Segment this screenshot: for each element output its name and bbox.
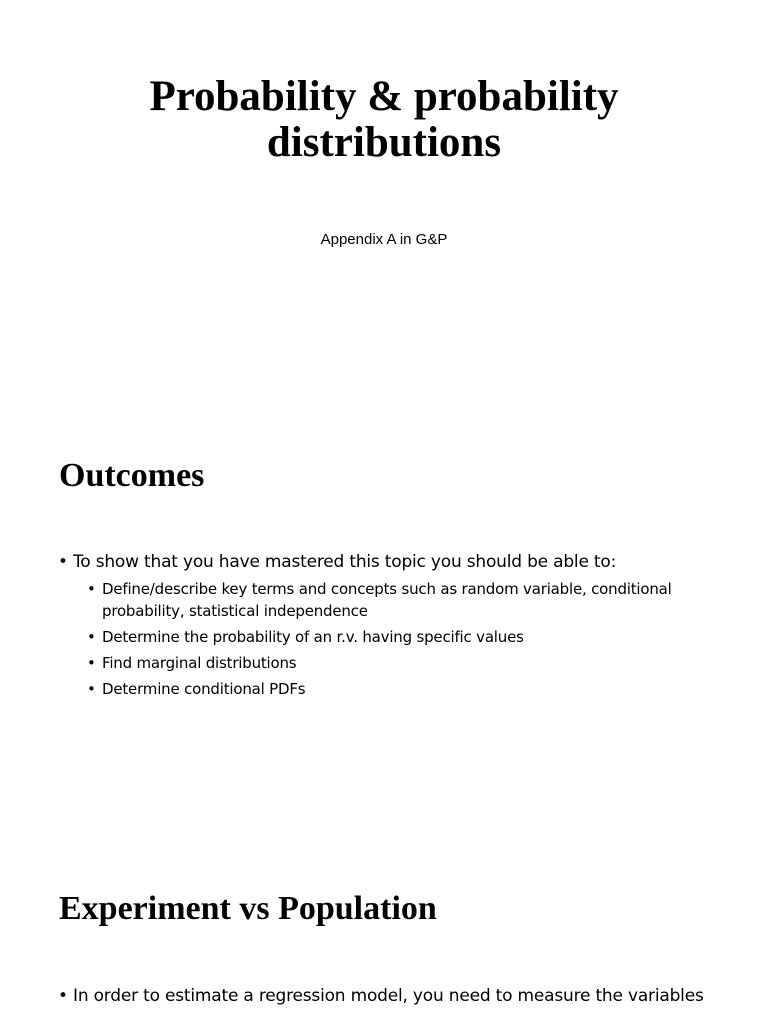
sub-bullet-item: • Determine the probability of an r.v. having specific values [87, 626, 708, 648]
sub-bullet-item: • Find marginal distributions [87, 652, 708, 674]
slide-3-bullet-list [58, 984, 708, 1008]
slide-3-title: Experiment vs Population [59, 890, 437, 927]
bullet-text: In order to estimate a regression model, you need to measure the variables [73, 986, 704, 1006]
slide-1-title: Probability & probability distributions [149, 73, 619, 166]
slide-2-bullet-list [58, 550, 708, 704]
bullet-item [58, 550, 708, 700]
slide-outcomes [0, 432, 768, 864]
sub-bullet-list [73, 578, 708, 700]
slide-2-title: Outcomes [59, 457, 205, 494]
slide-title [0, 0, 768, 432]
bullet-item [58, 984, 708, 1008]
sub-bullet-item: • Define/describe key terms and concepts such as random variable, conditional probability, statistical independence [87, 578, 708, 622]
sub-bullet-item: • Determine conditional PDFs [87, 678, 708, 700]
slide-experiment-vs-population [0, 864, 768, 1024]
bullet-text: To show that you have mastered this topic you should be able to: [73, 552, 617, 572]
slide-1-subtitle: Appendix A in G&P [320, 231, 448, 248]
